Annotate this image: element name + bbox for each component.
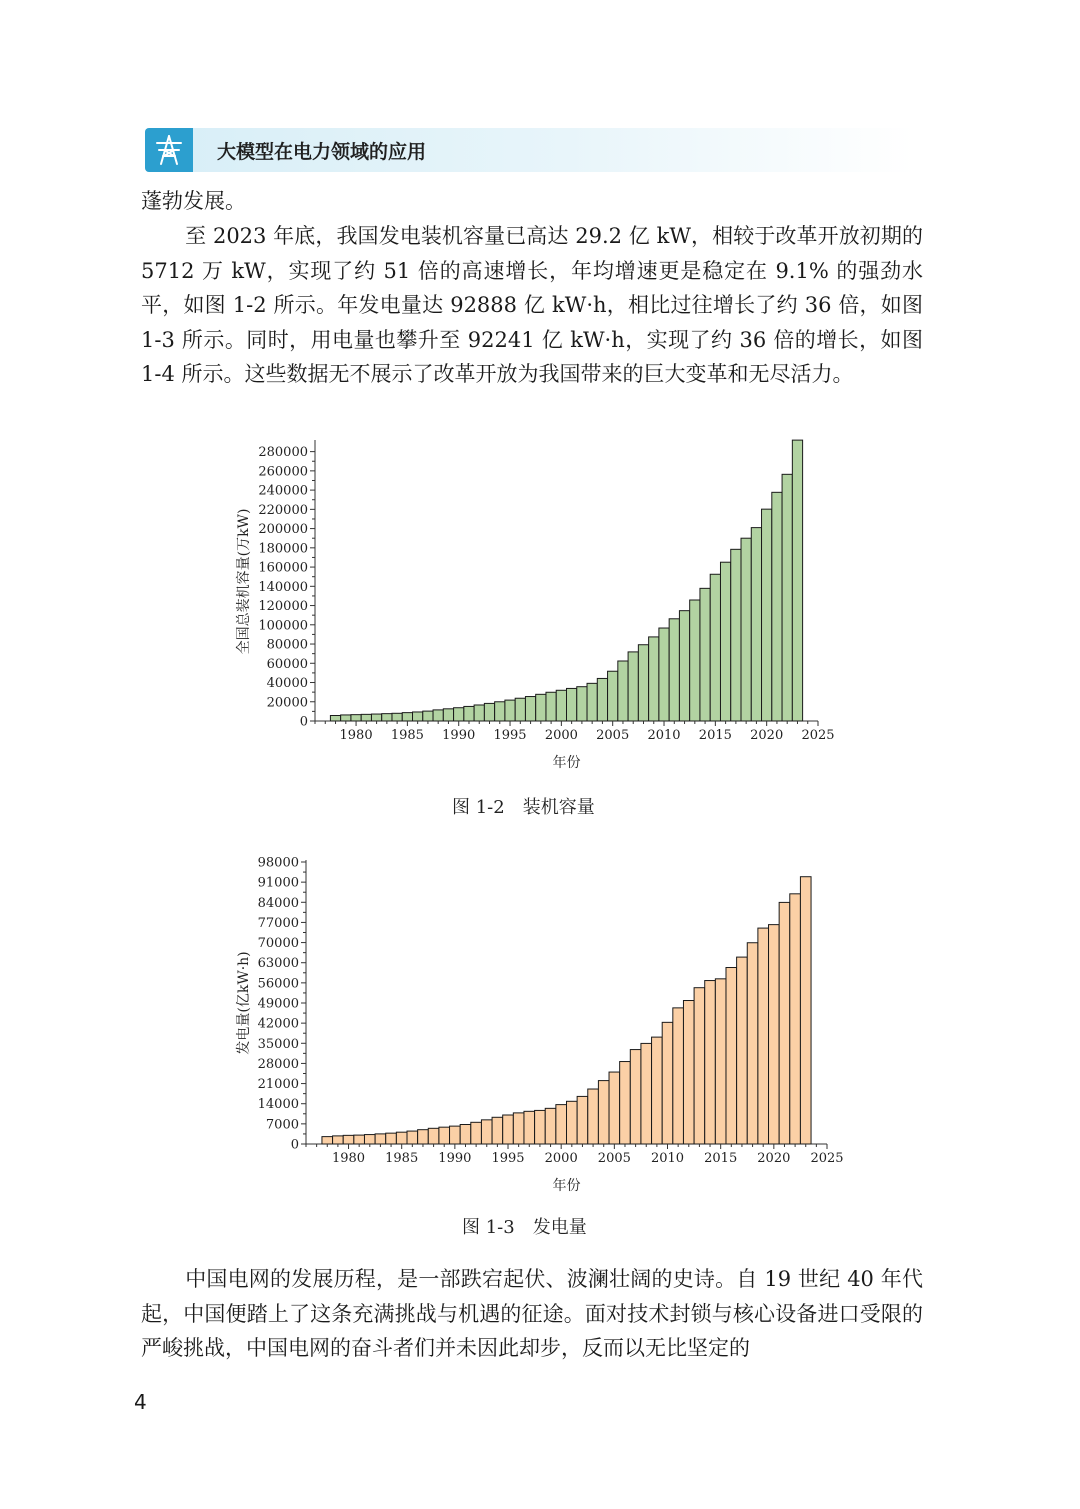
bar-1986 (407, 1131, 418, 1144)
bar-1997 (525, 697, 535, 721)
bar-2000 (556, 690, 566, 721)
bar-2021 (772, 492, 782, 721)
bar-1983 (382, 714, 392, 721)
bar-1978 (330, 716, 340, 722)
paragraph-installed-capacity: 至 2023 年底，我国发电装机容量已高达 29.2 亿 kW，相较于改革开放初期的 5712 万 kW，实现了约 51 倍的高速增长，年均增速更是稳定在 9.1% 的强劲水平，如图 1-2 所示。年发电量达 92888 亿 kW·h，相比过往增长了约 36 倍，如图 1-3 所示。同时，用电量也攀升至 92241 亿 kW·h，实现了约 36 倍的增长，如图 1-4 所示。这些数据无不展示了改革开放为我国带来的巨大变革和无尽活力。 (141, 224, 923, 386)
bar-1998 (535, 1110, 546, 1144)
x-tick-label: 1995 (491, 1151, 525, 1166)
y-tick-label: 28000 (257, 1056, 299, 1072)
bar-1982 (364, 1135, 375, 1144)
bar-1990 (450, 1126, 461, 1144)
y-tick-label: 0 (299, 714, 308, 730)
x-axis-label: 年份 (552, 755, 581, 771)
y-axis-label: 全国总装机容量(万kW) (236, 508, 252, 655)
y-tick-label: 91000 (257, 875, 299, 891)
bar-1996 (515, 698, 525, 721)
bar-2004 (598, 1081, 609, 1144)
page-number: 4 (134, 1390, 147, 1414)
bar-2007 (630, 1050, 641, 1144)
bar-1993 (481, 1120, 492, 1144)
bar-1991 (464, 706, 474, 721)
bar-2002 (577, 687, 587, 721)
y-tick-label: 160000 (258, 560, 308, 576)
x-tick-label: 1985 (390, 728, 424, 743)
bar-2018 (741, 538, 751, 721)
bar-2008 (638, 645, 648, 721)
y-tick-label: 84000 (257, 895, 299, 911)
bar-2011 (673, 1008, 684, 1144)
x-tick-label: 1980 (339, 728, 373, 743)
bar-1978 (322, 1137, 333, 1144)
x-tick-label: 2000 (544, 1151, 578, 1166)
bar-1991 (460, 1125, 471, 1145)
y-tick-label: 260000 (258, 464, 308, 480)
bar-1985 (402, 713, 412, 721)
y-tick-label: 180000 (258, 541, 308, 557)
y-tick-label: 21000 (257, 1077, 299, 1093)
power-tower-icon (145, 128, 193, 172)
y-tick-label: 240000 (258, 483, 308, 499)
y-tick-label: 35000 (257, 1036, 299, 1052)
bar-1995 (505, 700, 515, 721)
x-tick-label: 1990 (442, 728, 476, 743)
bar-1994 (495, 702, 505, 721)
y-tick-label: 7000 (265, 1117, 299, 1133)
y-tick-label: 60000 (266, 656, 308, 672)
bar-1985 (396, 1132, 407, 1144)
bar-2006 (618, 661, 628, 721)
bar-2005 (609, 1072, 620, 1144)
bar-2022 (782, 474, 792, 721)
bar-2016 (726, 968, 737, 1144)
y-tick-label: 98000 (257, 855, 299, 871)
bar-2005 (608, 671, 618, 721)
power-generation-chart (230, 852, 844, 1197)
bar-2015 (710, 574, 720, 721)
bar-1979 (333, 1136, 344, 1144)
bar-2012 (679, 611, 689, 721)
y-tick-label: 220000 (258, 502, 308, 518)
x-tick-label: 1985 (385, 1151, 419, 1166)
bar-2003 (588, 1089, 599, 1144)
bar-2010 (659, 628, 669, 721)
x-tick-label: 2015 (698, 728, 732, 743)
bar-2019 (758, 928, 769, 1144)
x-tick-label: 2025 (801, 728, 835, 743)
x-tick-label: 2020 (750, 728, 784, 743)
paragraph-continuation: 蓬勃发展。 (141, 189, 246, 213)
bar-2013 (694, 988, 705, 1144)
x-tick-label: 2020 (757, 1151, 791, 1166)
bar-1999 (545, 1108, 556, 1144)
bar-1980 (343, 1135, 354, 1144)
bar-1995 (503, 1115, 514, 1144)
bar-1987 (423, 711, 433, 721)
y-tick-label: 14000 (257, 1097, 299, 1113)
y-tick-label: 80000 (266, 637, 308, 653)
bar-1994 (492, 1117, 503, 1144)
bar-2023 (800, 877, 811, 1144)
bar-2011 (669, 619, 679, 721)
bar-2023 (792, 440, 802, 721)
bar-1982 (371, 714, 381, 721)
x-tick-label: 2005 (597, 1151, 631, 1166)
bar-2010 (662, 1022, 673, 1144)
bar-2004 (597, 678, 607, 721)
bar-2014 (705, 981, 716, 1144)
bar-2002 (577, 1096, 588, 1144)
x-tick-label: 2000 (544, 728, 578, 743)
bar-2013 (690, 600, 700, 721)
y-tick-label: 63000 (257, 956, 299, 972)
y-tick-label: 280000 (258, 445, 308, 461)
bar-1984 (392, 713, 402, 721)
bar-1981 (361, 714, 371, 721)
bar-2006 (620, 1062, 631, 1144)
y-tick-label: 140000 (258, 579, 308, 595)
x-tick-label: 2005 (596, 728, 630, 743)
bar-1989 (439, 1127, 450, 1144)
y-tick-label: 42000 (257, 1016, 299, 1032)
bar-2009 (649, 637, 659, 721)
x-axis-label: 年份 (552, 1178, 581, 1194)
bar-2020 (762, 509, 772, 721)
x-tick-label: 1990 (438, 1151, 472, 1166)
figure-caption-1-3: 图 1-3 发电量 (462, 1217, 587, 1238)
bar-1998 (536, 694, 546, 721)
x-tick-label: 1980 (331, 1151, 366, 1166)
bar-1981 (354, 1135, 365, 1144)
bar-2007 (628, 652, 638, 721)
bar-1997 (524, 1111, 535, 1144)
installed-capacity-chart (230, 432, 835, 777)
bar-2003 (587, 683, 597, 721)
bar-2017 (737, 957, 748, 1144)
y-tick-label: 0 (290, 1137, 299, 1153)
bar-2019 (751, 528, 761, 721)
bar-2017 (731, 549, 741, 721)
bar-1983 (375, 1134, 386, 1144)
x-tick-label: 2010 (650, 1151, 685, 1166)
bar-2021 (779, 902, 790, 1144)
bar-1988 (433, 710, 443, 721)
bar-2000 (556, 1105, 567, 1144)
bar-1999 (546, 692, 556, 721)
bar-1993 (484, 703, 494, 721)
bar-2001 (567, 688, 577, 721)
bar-2001 (567, 1101, 578, 1144)
bar-2022 (790, 894, 801, 1144)
bar-2009 (652, 1037, 663, 1144)
x-tick-label: 1995 (493, 728, 527, 743)
bar-1992 (471, 1122, 482, 1144)
bar-1990 (454, 708, 464, 721)
bar-1984 (386, 1133, 397, 1144)
y-tick-label: 100000 (258, 618, 308, 634)
bar-2008 (641, 1043, 652, 1144)
y-tick-label: 56000 (257, 976, 299, 992)
chapter-header (145, 128, 915, 172)
bar-2012 (683, 1001, 694, 1144)
figure-caption-1-2: 图 1-2 装机容量 (452, 797, 595, 818)
x-tick-label: 2025 (810, 1151, 844, 1166)
paragraph-grid-history: 中国电网的发展历程，是一部跌宕起伏、波澜壮阔的史诗。自 19 世纪 40 年代起，中国便踏上了这条充满挑战与机遇的征途。面对技术封锁与核心设备进口受限的严峻挑战，中国电网的奋斗者们并未因此却步，反而以无比坚定的 (141, 1267, 923, 1360)
y-tick-label: 77000 (257, 915, 299, 931)
bar-2015 (715, 979, 726, 1144)
bar-2016 (720, 562, 730, 721)
y-tick-label: 120000 (258, 599, 308, 615)
y-axis-label: 发电量(亿kW·h) (236, 951, 252, 1055)
y-tick-label: 20000 (266, 695, 308, 711)
bar-1980 (351, 715, 361, 721)
bar-2018 (747, 943, 758, 1144)
bar-1989 (443, 709, 453, 721)
y-tick-label: 40000 (266, 676, 308, 692)
bar-2014 (700, 588, 710, 721)
y-tick-label: 200000 (258, 522, 308, 538)
x-tick-label: 2015 (704, 1151, 738, 1166)
y-tick-label: 70000 (257, 936, 299, 952)
chapter-title: 大模型在电力领域的应用 (217, 141, 427, 163)
x-tick-label: 2010 (647, 728, 681, 743)
bar-1987 (418, 1130, 429, 1144)
bar-1988 (428, 1128, 439, 1144)
bar-1992 (474, 705, 484, 721)
bar-2020 (769, 925, 780, 1144)
y-tick-label: 49000 (257, 996, 299, 1012)
bar-1979 (341, 715, 351, 721)
bar-1996 (513, 1113, 524, 1144)
bar-1986 (413, 712, 423, 721)
